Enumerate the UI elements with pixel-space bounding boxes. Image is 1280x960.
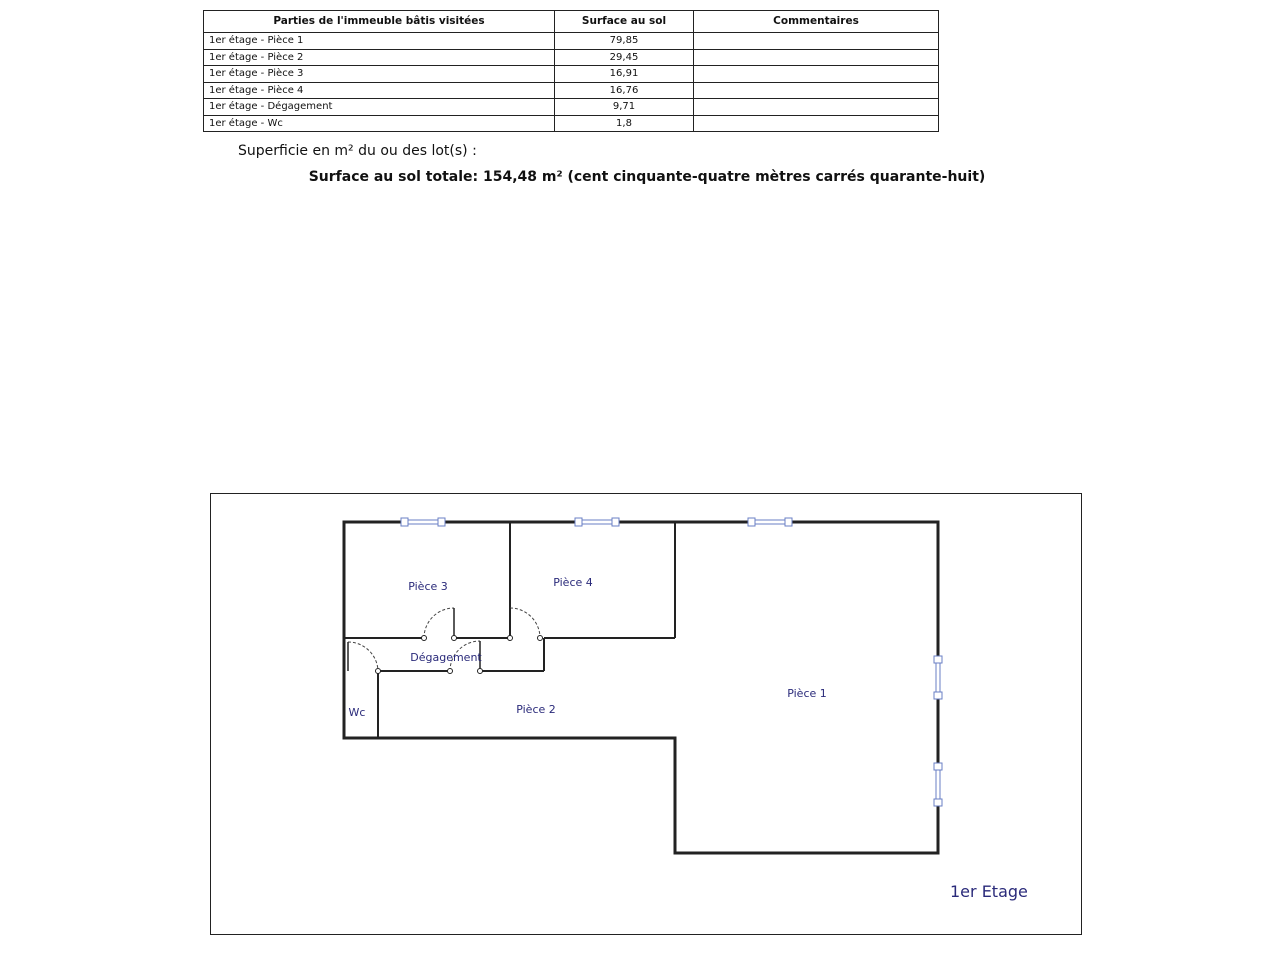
room-label-wc: Wc xyxy=(348,706,366,719)
surface-total: Surface au sol totale: 154,48 m² (cent cinquante-quatre mètres carrés quarante-huit) xyxy=(308,169,986,185)
cell-partie: 1er étage - Pièce 4 xyxy=(204,82,555,99)
room-label-piece3: Pièce 3 xyxy=(408,580,448,593)
header-parties: Parties de l'immeuble bâtis visitées xyxy=(204,11,555,33)
room-label-degagement: Dégagement xyxy=(410,651,482,664)
cell-surface: 9,71 xyxy=(555,99,694,116)
windows xyxy=(401,518,942,806)
cell-surface: 16,76 xyxy=(555,82,694,99)
cell-partie: 1er étage - Wc xyxy=(204,115,555,132)
cell-surface: 29,45 xyxy=(555,49,694,66)
cell-partie: 1er étage - Pièce 1 xyxy=(204,33,555,50)
outer-walls xyxy=(344,522,938,853)
cell-surface: 79,85 xyxy=(555,33,694,50)
cell-partie: 1er étage - Dégagement xyxy=(204,99,555,116)
cell-surface: 16,91 xyxy=(555,66,694,83)
header-commentaires: Commentaires xyxy=(694,11,939,33)
cell-surface: 1,8 xyxy=(555,115,694,132)
header-surface: Surface au sol xyxy=(555,11,694,33)
superficie-label: Superficie en m² du ou des lot(s) : xyxy=(238,143,477,159)
room-label-piece4: Pièce 4 xyxy=(553,576,593,589)
room-label-piece2: Pièce 2 xyxy=(516,703,556,716)
cell-partie: 1er étage - Pièce 3 xyxy=(204,66,555,83)
floor-label: 1er Etage xyxy=(950,882,1028,901)
cell-partie: 1er étage - Pièce 2 xyxy=(204,49,555,66)
room-label-piece1: Pièce 1 xyxy=(787,687,827,700)
